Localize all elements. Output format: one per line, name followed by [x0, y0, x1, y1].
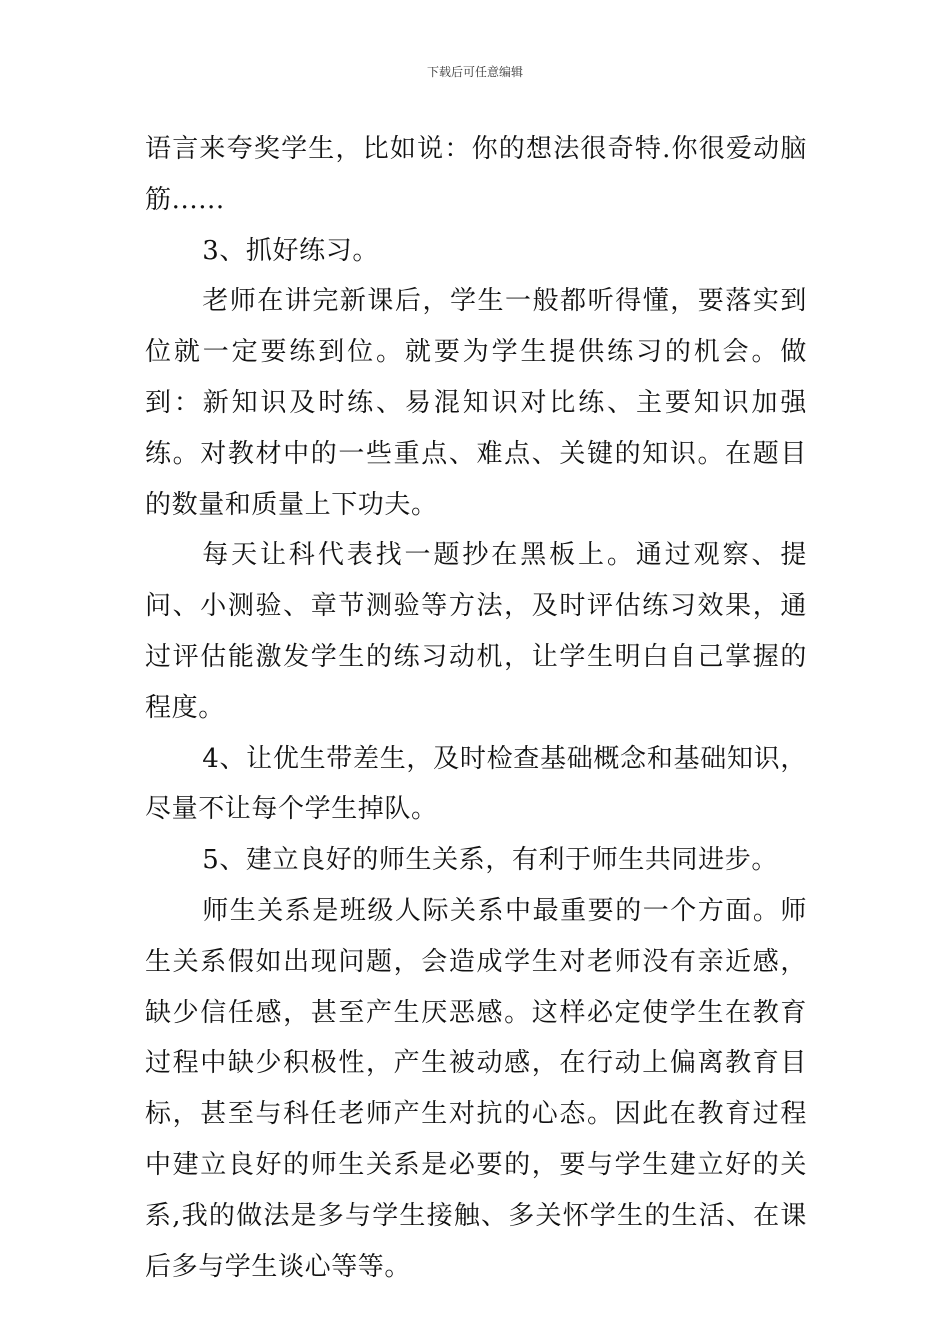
paragraph-2-heading: 3、抓好练习。 — [202, 235, 379, 266]
document-body — [145, 124, 807, 1292]
paragraph-7: 师生关系是班级人际关系中最重要的一个方面。师生关系假如出现问题，会造成学生对老师没有亲近感，缺少信任感，甚至产生厌恶感。这样必定使学生在教育过程中缺少积极性，产生被动感，在行动上偏离教育目标，甚至与科任老师产生对抗的心态。因此在教育过程中建立良好的师生关系是必要的，要与学生建立好的关系,我的做法是多与学生接触、多关怀学生的生活、在课后多与学生谈心等等。 — [145, 895, 807, 1282]
page-header: 下载后可任意编辑 — [426, 65, 523, 79]
paragraph-5: 4、让优生带差生，及时检查基础概念和基础知识，尽量不让每个学生掉队。 — [145, 743, 807, 825]
paragraph-4: 每天让科代表找一题抄在黑板上。通过观察、提问、小测验、章节测验等方法，及时评估练习效果，通过评估能激发学生的练习动机，让学生明白自己掌握的程度。 — [145, 540, 807, 723]
paragraph-6-heading: 5、建立良好的师生关系，有利于师生共同进步。 — [202, 845, 778, 876]
paragraph-3: 老师在讲完新课后，学生一般都听得懂，要落实到位就一定要练到位。就要为学生提供练习的机会。做到：新知识及时练、易混知识对比练、主要知识加强练。对教材中的一些重点、难点、关键的知识。在题目的数量和质量上下功夫。 — [145, 286, 807, 520]
paragraph-1: 语言来夸奖学生，比如说：你的想法很奇特.你很爱动脑筋...... — [145, 134, 807, 215]
